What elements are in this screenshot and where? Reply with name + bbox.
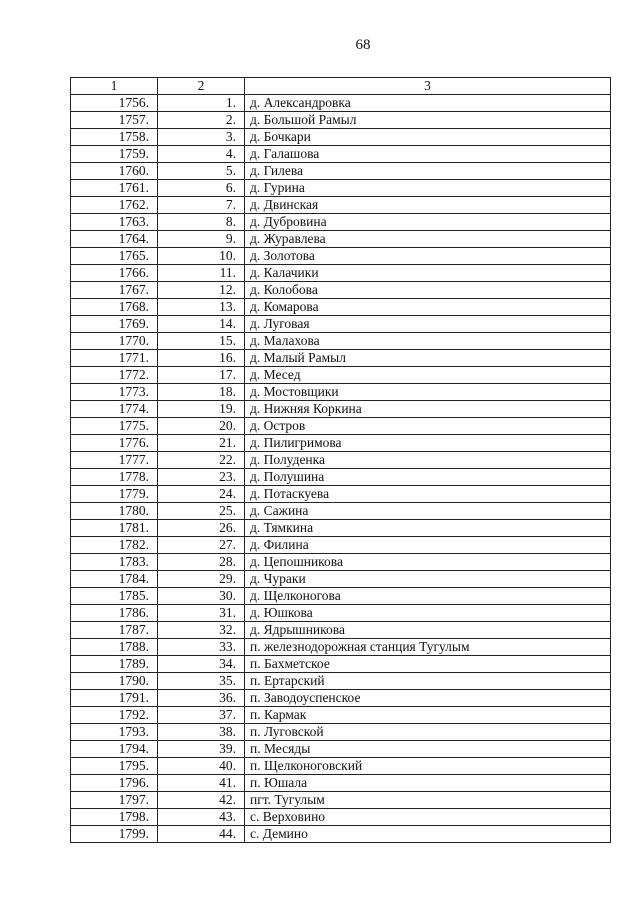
table-row [71,707,611,724]
index-number-cell: 39. [158,741,245,758]
table-row [71,588,611,605]
registry-number-cell: 1779. [71,486,158,503]
settlement-name-cell: д. Юшкова [245,605,611,622]
index-number-cell: 3. [158,129,245,146]
index-number-cell: 15. [158,333,245,350]
index-number-cell: 25. [158,503,245,520]
registry-number-cell: 1798. [71,809,158,826]
settlement-name-cell: д. Александровка [245,95,611,112]
index-number-cell: 18. [158,384,245,401]
registry-number-cell: 1770. [71,333,158,350]
table-row [71,112,611,129]
settlement-name-cell: д. Щелконогова [245,588,611,605]
settlement-name-cell: д. Золотова [245,248,611,265]
index-number-cell: 16. [158,350,245,367]
table-row [71,469,611,486]
table-row [71,571,611,588]
settlement-name-cell: д. Колобова [245,282,611,299]
index-number-cell: 17. [158,367,245,384]
table-row [71,741,611,758]
index-number-cell: 35. [158,673,245,690]
table-row [71,826,611,843]
table-row [71,384,611,401]
registry-number-cell: 1762. [71,197,158,214]
settlement-name-cell: д. Галашова [245,146,611,163]
table-body [71,95,611,843]
table-row [71,197,611,214]
settlement-name-cell: д. Полушина [245,469,611,486]
registry-number-cell: 1794. [71,741,158,758]
table-row [71,282,611,299]
index-number-cell: 11. [158,265,245,282]
registry-number-cell: 1790. [71,673,158,690]
index-number-cell: 7. [158,197,245,214]
registry-number-cell: 1788. [71,639,158,656]
registry-number-cell: 1775. [71,418,158,435]
settlement-name-cell: п. Юшала [245,775,611,792]
table-row [71,333,611,350]
index-number-cell: 19. [158,401,245,418]
settlements-table [70,77,611,843]
registry-number-cell: 1756. [71,95,158,112]
settlement-name-cell: п. железнодорожная станция Тугулым [245,639,611,656]
settlement-name-cell: п. Луговской [245,724,611,741]
registry-number-cell: 1768. [71,299,158,316]
registry-number-cell: 1784. [71,571,158,588]
settlement-name-cell: д. Гилева [245,163,611,180]
table-row [71,690,611,707]
registry-number-cell: 1782. [71,537,158,554]
registry-number-cell: 1766. [71,265,158,282]
table-row [71,367,611,384]
settlement-name-cell: п. Щелконоговский [245,758,611,775]
index-number-cell: 34. [158,656,245,673]
index-number-cell: 1. [158,95,245,112]
settlement-name-cell: д. Журавлева [245,231,611,248]
settlement-name-cell: пгт. Тугулым [245,792,611,809]
settlement-name-cell: д. Бочкари [245,129,611,146]
table-row [71,639,611,656]
index-number-cell: 8. [158,214,245,231]
table-row [71,163,611,180]
index-number-cell: 43. [158,809,245,826]
index-number-cell: 21. [158,435,245,452]
table-row [71,299,611,316]
settlement-name-cell: д. Цепошникова [245,554,611,571]
settlement-name-cell: п. Бахметское [245,656,611,673]
registry-number-cell: 1765. [71,248,158,265]
registry-number-cell: 1758. [71,129,158,146]
registry-number-cell: 1783. [71,554,158,571]
index-number-cell: 40. [158,758,245,775]
registry-number-cell: 1786. [71,605,158,622]
index-number-cell: 5. [158,163,245,180]
settlement-name-cell: д. Дубровина [245,214,611,231]
registry-number-cell: 1769. [71,316,158,333]
table-row [71,520,611,537]
index-number-cell: 20. [158,418,245,435]
registry-number-cell: 1787. [71,622,158,639]
index-number-cell: 10. [158,248,245,265]
registry-number-cell: 1773. [71,384,158,401]
registry-number-cell: 1778. [71,469,158,486]
table-row [71,452,611,469]
table-row [71,724,611,741]
registry-number-cell: 1792. [71,707,158,724]
table-row [71,435,611,452]
registry-number-cell: 1781. [71,520,158,537]
table-row [71,622,611,639]
table-row [71,95,611,112]
index-number-cell: 38. [158,724,245,741]
settlement-name-cell: д. Тямкина [245,520,611,537]
registry-number-cell: 1763. [71,214,158,231]
registry-number-cell: 1795. [71,758,158,775]
registry-number-cell: 1799. [71,826,158,843]
settlement-name-cell: д. Полуденка [245,452,611,469]
table-row [71,146,611,163]
table-row [71,758,611,775]
index-number-cell: 13. [158,299,245,316]
index-number-cell: 4. [158,146,245,163]
index-number-cell: 12. [158,282,245,299]
settlement-name-cell: д. Пилигримова [245,435,611,452]
table-header-row [71,78,611,95]
table-row [71,418,611,435]
table-row [71,554,611,571]
settlement-name-cell: д. Гурина [245,180,611,197]
table-row [71,605,611,622]
table-row [71,214,611,231]
registry-number-cell: 1789. [71,656,158,673]
settlement-name-cell: д. Ядрышникова [245,622,611,639]
index-number-cell: 42. [158,792,245,809]
index-number-cell: 27. [158,537,245,554]
index-number-cell: 24. [158,486,245,503]
page-number: 68 [355,37,371,53]
registry-number-cell: 1764. [71,231,158,248]
index-number-cell: 2. [158,112,245,129]
registry-number-cell: 1780. [71,503,158,520]
table-row [71,792,611,809]
table-row [71,248,611,265]
settlement-name-cell: д. Нижняя Коркина [245,401,611,418]
table-row [71,401,611,418]
table-row [71,503,611,520]
settlement-name-cell: с. Верховино [245,809,611,826]
settlement-name-cell: п. Кармак [245,707,611,724]
settlement-name-cell: п. Месяды [245,741,611,758]
column-header-3: 3 [245,78,611,95]
index-number-cell: 22. [158,452,245,469]
settlement-name-cell: д. Чураки [245,571,611,588]
settlement-name-cell: д. Комарова [245,299,611,316]
index-number-cell: 41. [158,775,245,792]
table-row [71,775,611,792]
registry-number-cell: 1767. [71,282,158,299]
index-number-cell: 14. [158,316,245,333]
index-number-cell: 29. [158,571,245,588]
column-header-2: 2 [158,78,245,95]
settlement-name-cell: д. Месед [245,367,611,384]
settlement-name-cell: д. Луговая [245,316,611,333]
index-number-cell: 6. [158,180,245,197]
registry-number-cell: 1796. [71,775,158,792]
settlement-name-cell: д. Потаскуева [245,486,611,503]
column-header-1: 1 [71,78,158,95]
table-row [71,809,611,826]
registry-number-cell: 1771. [71,350,158,367]
registry-number-cell: 1776. [71,435,158,452]
table-row [71,316,611,333]
table-row [71,180,611,197]
registry-number-cell: 1759. [71,146,158,163]
registry-number-cell: 1772. [71,367,158,384]
settlement-name-cell: д. Мостовщики [245,384,611,401]
registry-number-cell: 1760. [71,163,158,180]
table-row [71,350,611,367]
index-number-cell: 9. [158,231,245,248]
registry-number-cell: 1757. [71,112,158,129]
table-row [71,673,611,690]
settlement-name-cell: с. Демино [245,826,611,843]
settlement-name-cell: д. Сажина [245,503,611,520]
registry-number-cell: 1785. [71,588,158,605]
index-number-cell: 33. [158,639,245,656]
table-row [71,537,611,554]
settlement-name-cell: д. Калачики [245,265,611,282]
table-row [71,265,611,282]
table-row [71,656,611,673]
registry-number-cell: 1797. [71,792,158,809]
registry-number-cell: 1777. [71,452,158,469]
settlement-name-cell: п. Заводоуспенское [245,690,611,707]
registry-number-cell: 1793. [71,724,158,741]
settlement-name-cell: д. Большой Рамыл [245,112,611,129]
index-number-cell: 28. [158,554,245,571]
settlement-name-cell: п. Ертарский [245,673,611,690]
table-row [71,486,611,503]
index-number-cell: 32. [158,622,245,639]
registry-number-cell: 1791. [71,690,158,707]
index-number-cell: 44. [158,826,245,843]
table-row [71,129,611,146]
settlement-name-cell: д. Филина [245,537,611,554]
table-row [71,231,611,248]
index-number-cell: 36. [158,690,245,707]
index-number-cell: 26. [158,520,245,537]
index-number-cell: 30. [158,588,245,605]
settlement-name-cell: д. Малый Рамыл [245,350,611,367]
settlement-name-cell: д. Двинская [245,197,611,214]
index-number-cell: 23. [158,469,245,486]
index-number-cell: 31. [158,605,245,622]
index-number-cell: 37. [158,707,245,724]
registry-number-cell: 1774. [71,401,158,418]
settlement-name-cell: д. Остров [245,418,611,435]
registry-number-cell: 1761. [71,180,158,197]
settlement-name-cell: д. Малахова [245,333,611,350]
